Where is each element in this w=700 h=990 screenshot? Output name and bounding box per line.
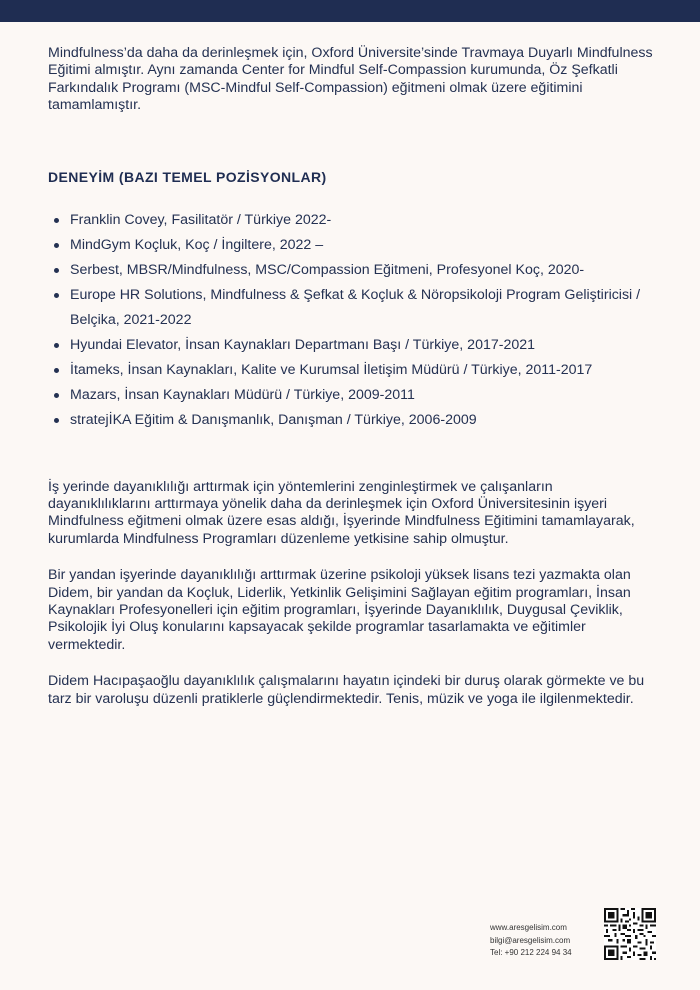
experience-item: MindGym Koçluk, Koç / İngiltere, 2022 –: [70, 233, 658, 258]
bio-paragraph-2: Bir yandan işyerinde dayanıklılığı arttırmak üzerine psikoloji yüksek lisans tezi yazmakta olan Didem, bir yandan da Koçluk, Liderlik, Yetkinlik Gelişimini Sağlayan eğitim programları, İnsan Kaynakları Profesyonelleri için eğitim programları, İşyerinde Dayanıklılık, Duygusal Çeviklik, Psikolojik İyi Oluş konularını kapsayacak şekilde programlar tasarlamakta ve eğitimler vermektedir.: [48, 567, 631, 653]
footer-email[interactable]: bilgi@aresgelisim.com: [490, 935, 571, 945]
footer-website[interactable]: www.aresgelisim.com: [490, 923, 567, 932]
experience-item: Serbest, MBSR/Mindfulness, MSC/Compassion Eğitmeni, Profesyonel Koç, 2020-: [70, 258, 658, 283]
footer-contact: [490, 922, 572, 960]
bio-paragraph-3: Didem Hacıpaşaoğlu dayanıklılık çalışmalarını hayatın içindeki bir duruş olarak görmekte ve bu tarz bir varoluşu düzenli pratiklerle güçlendirmektedir. Tenis, müzik ve yoga ile ilgilenmektedir.: [48, 673, 645, 707]
experience-item: Mazars, İnsan Kaynakları Müdürü / Türkiye, 2009-2011: [70, 383, 658, 408]
experience-item: İtameks, İnsan Kaynakları, Kalite ve Kurumsal İletişim Müdürü / Türkiye, 2011-2017: [70, 358, 658, 383]
qr-code-icon: [604, 908, 656, 960]
experience-list: [48, 208, 658, 433]
experience-heading: DENEYİM (BAZI TEMEL POZİSYONLAR): [48, 168, 327, 185]
experience-item: Hyundai Elevator, İnsan Kaynakları Departmanı Başı / Türkiye, 2017-2021: [70, 333, 658, 358]
bio-paragraph-1: İş yerinde dayanıklılığı arttırmak için yöntemlerini zenginleştirmek ve çalışanların dayanıklılıklarını arttırmaya yönelik daha da derinleşmek için Oxford Üniversitesinin işyeri Mindfulness eğitmeni olmak üzere esas aldığı, İşyerinde Mindfulness Eğitimini tamamlayarak, kurumlarda Mindfulness Programları düzenleme yetkisine sahip olmuştur.: [48, 478, 635, 547]
footer-phone: Tel: +90 212 224 94 34: [490, 948, 572, 957]
top-header-band: [0, 0, 700, 22]
intro-paragraph: Mindfulness’da daha da derinleşmek için, Oxford Üniversite’sinde Travmaya Duyarlı Mindfulness Eğitimi almıştır. Aynı zamanda Center for Mindful Self-Compassion kurumunda, Öz Şefkatli Farkındalık Programı (MSC-Mindful Self-Compassion) eğitmeni olmak üzere eğitimini tamamlamıştır.: [48, 45, 653, 114]
page-content: [48, 45, 658, 708]
experience-item: Franklin Covey, Fasilitatör / Türkiye 2022-: [70, 208, 658, 233]
experience-item: stratejİKA Eğitim & Danışmanlık, Danışman / Türkiye, 2006-2009: [70, 408, 658, 433]
experience-item: Europe HR Solutions, Mindfulness & Şefkat & Koçluk & Nöropsikoloji Program Geliştiricisi / Belçika, 2021-2022: [70, 283, 658, 333]
